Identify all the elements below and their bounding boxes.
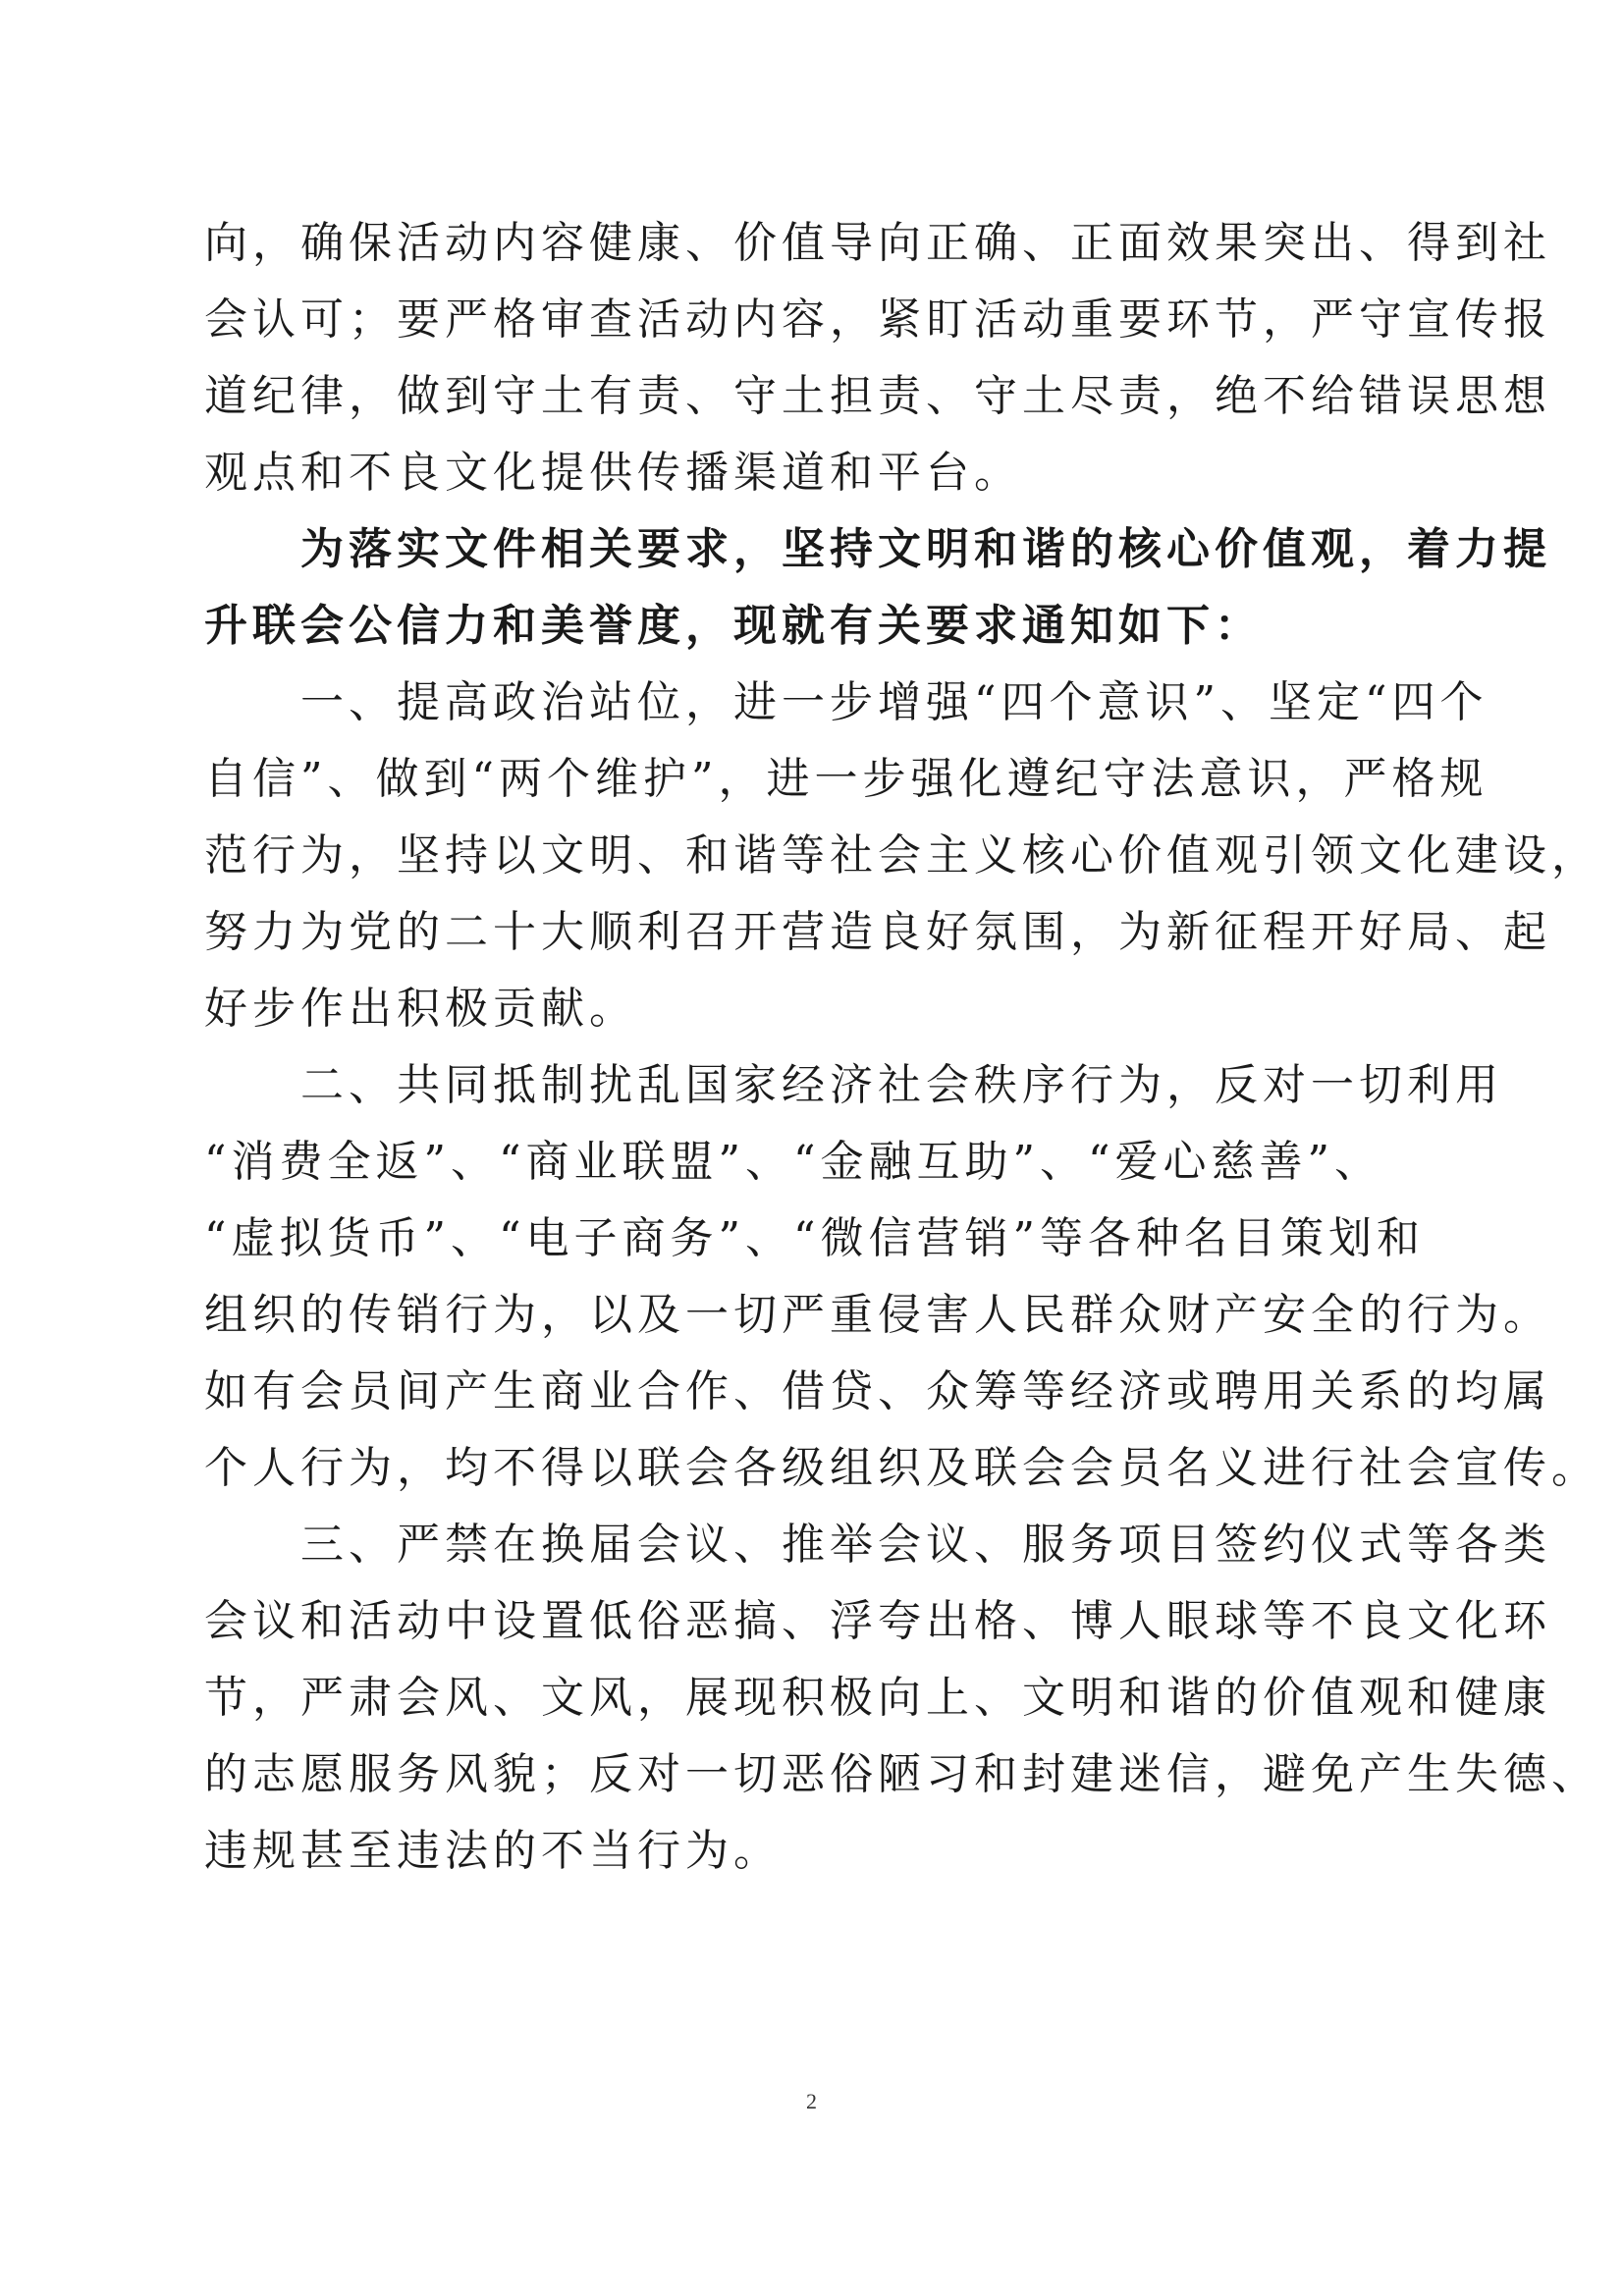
paragraph-4-line-6: 个人行为，均不得以联会各级组织及联会会员名义进行社会宣传。 [204,1443,1599,1493]
paragraph-3-line-5: 好步作出积极贡献。 [204,984,637,1034]
paragraph-4-line-5: 如有会员间产生商业合作、借贷、众筹等经济或聘用关系的均属 [204,1366,1551,1416]
paragraph-3-line-2: 自信”、做到“两个维护”，进一步强化遵纪守法意识，严格规 [204,754,1488,804]
paragraph-4-line-2: “消费全返”、“商业联盟”、“金融互助”、“爱心慈善”、 [204,1137,1382,1187]
paragraph-3-line-4: 努力为党的二十大顺利召开营造良好氛围，为新征程开好局、起 [204,907,1551,957]
paragraph-1-line-2: 会认可；要严格审查活动内容，紧盯活动重要环节，严守宣传报 [204,294,1551,345]
paragraph-5-line-3: 节，严肃会风、文风，展现积极向上、文明和谐的价值观和健康 [204,1673,1551,1723]
paragraph-5-line-5: 违规甚至违法的不当行为。 [204,1826,782,1876]
paragraph-3-line-3: 范行为，坚持以文明、和谐等社会主义核心价值观引领文化建设， [204,830,1599,881]
paragraph-1-line-1: 向，确保活动内容健康、价值导向正确、正面效果突出、得到社 [204,218,1551,268]
paragraph-5-line-2: 会议和活动中设置低俗恶搞、浮夸出格、博人眼球等不良文化环 [204,1596,1551,1646]
paragraph-2-line-1: 为落实文件相关要求，坚持文明和谐的核心价值观，着力提 [204,524,1551,574]
paragraph-3-line-1: 一、提高政治站位，进一步增强“四个意识”、坚定“四个 [204,677,1488,727]
page-number: 2 [806,2089,817,2113]
paragraph-4-line-1: 二、共同抵制扰乱国家经济社会秩序行为，反对一切利用 [204,1060,1503,1110]
paragraph-1-line-3: 道纪律，做到守土有责、守土担责、守土尽责，绝不给错误思想 [204,371,1551,421]
paragraph-5-line-1: 三、严禁在换届会议、推举会议、服务项目签约仪式等各类 [204,1520,1551,1570]
paragraph-2-line-2: 升联会公信力和美誉度，现就有关要求通知如下： [204,601,1263,651]
paragraph-4-line-4: 组织的传销行为，以及一切严重侵害人民群众财产安全的行为。 [204,1290,1551,1340]
paragraph-5-line-4: 的志愿服务风貌；反对一切恶俗陋习和封建迷信，避免产生失德、 [204,1749,1599,1799]
paragraph-4-line-3: “虚拟货币”、“电子商务”、“微信营销”等各种名目策划和 [204,1213,1425,1263]
paragraph-1-line-4: 观点和不良文化提供传播渠道和平台。 [204,448,1022,498]
